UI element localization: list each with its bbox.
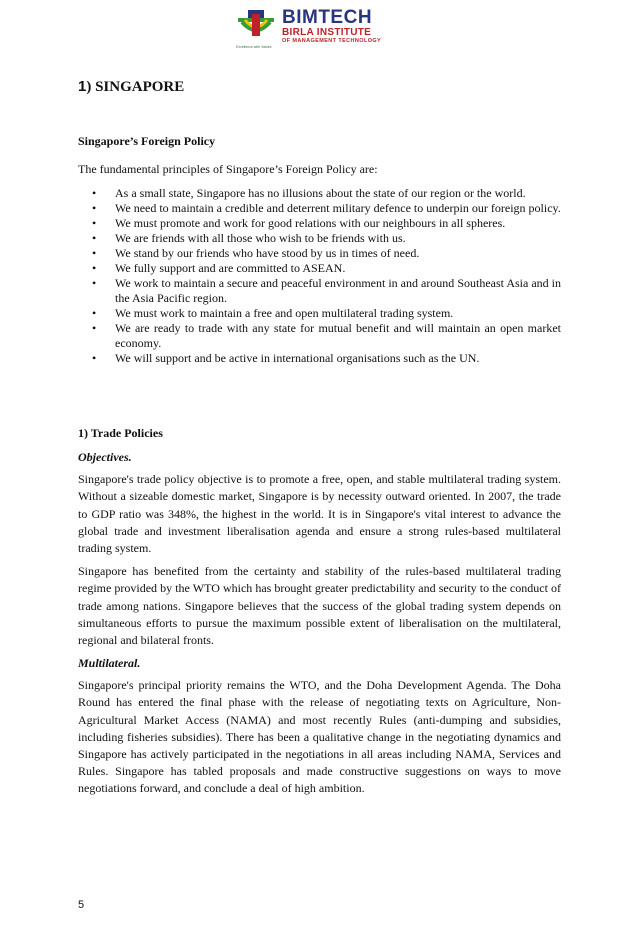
multilateral-paragraph: Singapore's principal priority remains the WTO, and the Doha Development Agenda. The Doha Round has entered the final phase with the release of negotiating texts on Agriculture, Non-Agricultural Market Access (NAMA) and most recently Rules (anti-dumping and subsidies, including fisheries subsidies). There has been a qualitative change in the negotiating dynamics and Singapore has actively participated in the negotiations in all areas including NAMA, Services and Rules. Singapore has tabled proposals and made constructive suggestions on ways to move negotiations forward, and conclude a deal of high ambition.: [78, 678, 561, 796]
objectives-heading: Objectives.: [78, 450, 132, 465]
page-number: 5: [78, 899, 85, 911]
list-item: [78, 201, 561, 216]
list-item-text: We fully support and are committed to ASEAN.: [115, 261, 346, 276]
logo-wordmark: BIMTECH: [282, 7, 373, 28]
bullet-icon: •: [92, 321, 97, 336]
foreign-policy-intro: The fundamental principles of Singapore’s Foreign Policy are:: [78, 162, 378, 176]
list-item: [78, 306, 561, 321]
multilateral-heading: Multilateral.: [78, 656, 141, 671]
section-number: 1: [78, 78, 87, 95]
bimtech-logo: [234, 8, 409, 52]
list-item-text: We need to maintain a credible and deterrent military defence to underpin our foreign policy.: [115, 201, 561, 216]
bullet-icon: •: [92, 246, 97, 261]
logo-subtitle-small: OF MANAGEMENT TECHNOLOGY: [282, 38, 382, 44]
list-item-text: We work to maintain a secure and peaceful environment in and around Southeast Asia and in the Asia Pacific region.: [115, 276, 561, 306]
bullet-icon: •: [92, 261, 97, 276]
list-item: [78, 231, 561, 246]
section-title-text: ) SINGAPORE: [86, 79, 185, 95]
list-item: [78, 261, 561, 276]
list-item-text: We are friends with all those who wish to be friends with us.: [115, 231, 406, 246]
objectives-paragraph-2: Singapore has benefited from the certainty and stability of the rules-based multilateral trading regime provided by the WTO which has brought greater predictability and security to the conduct of trade among nations. Singapore believes that the success of the global trading system depends on simultaneous efforts to pursue the maximum possible extent of liberalisation on the multilateral, regional and bilateral fronts.: [78, 564, 561, 648]
list-item-text: We stand by our friends who have stood by us in times of need.: [115, 246, 420, 261]
bullet-icon: •: [92, 186, 97, 201]
list-item-text: As a small state, Singapore has no illusions about the state of our region or the world.: [115, 186, 526, 201]
list-item: [78, 186, 561, 201]
foreign-policy-list: [78, 186, 561, 366]
trade-policies-heading: 1) Trade Policies: [78, 426, 163, 441]
page-body: [78, 78, 561, 798]
list-item: [78, 276, 561, 306]
list-item-text: We must promote and work for good relations with our neighbours in all spheres.: [115, 216, 506, 231]
bullet-icon: •: [92, 351, 97, 366]
list-item: [78, 321, 561, 351]
objectives-paragraph-1: Singapore's trade policy objective is to promote a free, open, and stable multilateral trading system. Without a sizeable domestic market, Singapore is by necessity outward oriented. In 2007, the trade to GDP ratio was 348%, the highest in the world. It is in Singapore's vital interest to advance the global trade and investment liberalisation agenda and ensure a strong rules-based multilateral trading system.: [78, 472, 561, 556]
logo-subtitle: BIRLA INSTITUTE: [282, 27, 372, 38]
list-item-text: We will support and be active in international organisations such as the UN.: [115, 351, 480, 366]
list-item-text: We must work to maintain a free and open multilateral trading system.: [115, 306, 454, 321]
bullet-icon: •: [92, 231, 97, 246]
list-item: [78, 246, 561, 261]
bullet-icon: •: [92, 216, 97, 231]
bullet-icon: •: [92, 306, 97, 321]
logo-tagline: Excellence with Values: [236, 45, 272, 49]
section-title: [78, 78, 561, 96]
list-item: [78, 216, 561, 231]
foreign-policy-heading: Singapore’s Foreign Policy: [78, 134, 216, 148]
bullet-icon: •: [92, 201, 97, 216]
list-item-text: We are ready to trade with any state for mutual benefit and will maintain an open market economy.: [115, 321, 561, 351]
bimtech-emblem-icon: [234, 8, 278, 46]
bullet-icon: •: [92, 276, 97, 291]
list-item: [78, 351, 561, 366]
